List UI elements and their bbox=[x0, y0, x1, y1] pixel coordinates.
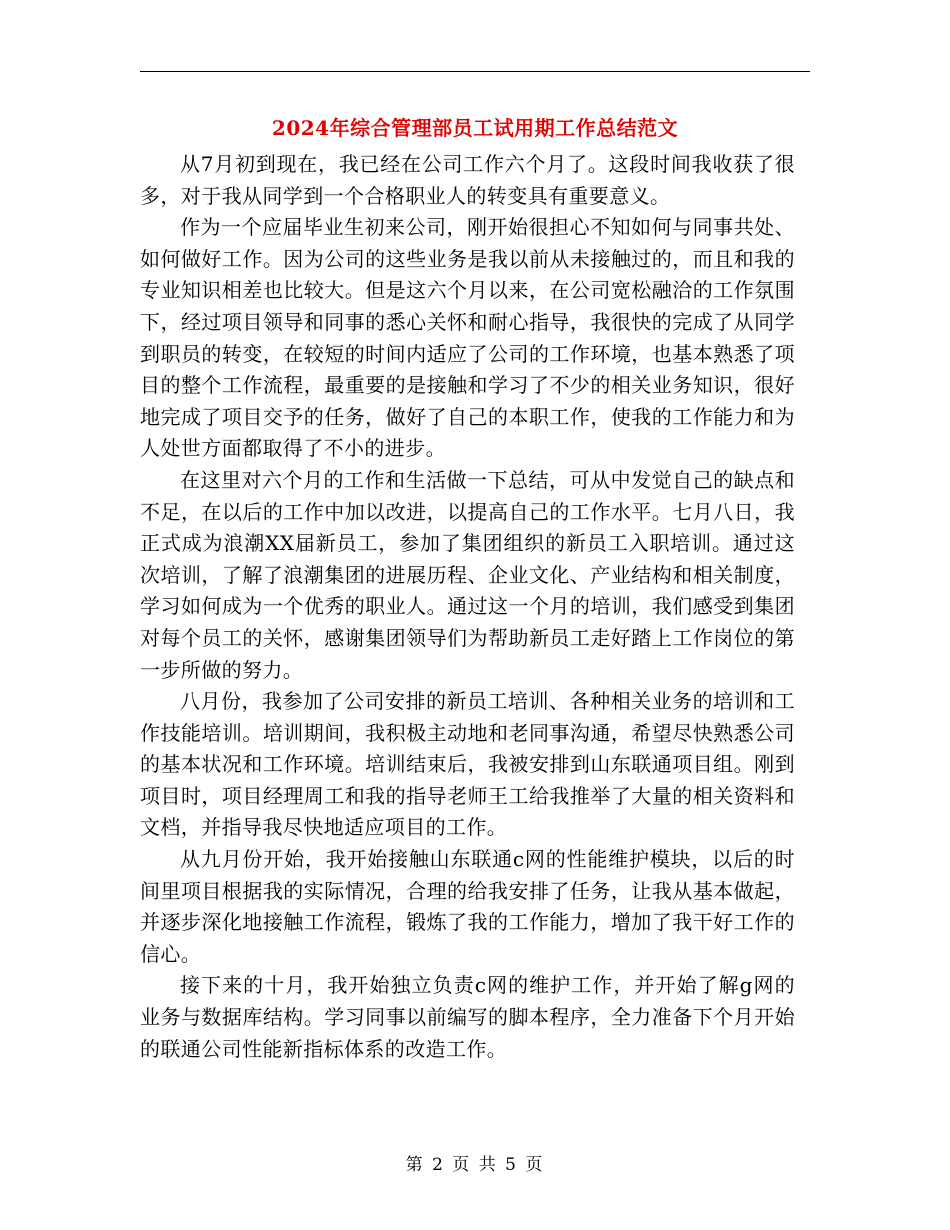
paragraph-3: 在这里对六个月的工作和生活做一下总结，可从中发觉自己的缺点和不足，在以后的工作中加以改进，以提高自己的工作水平。七月八日，我正式成为浪潮XX届新员工，参加了集团组织的新员工入职培训。通过这次培训，了解了浪潮集团的进展历程、企业文化、产业结构和相关制度，学习如何成为一个优秀的职业人。通过这一个月的培训，我们感受到集团对每个员工的关怀，感谢集团领导们为帮助新员工走好踏上工作岗位的第一步所做的努力。 bbox=[140, 467, 795, 682]
paragraph-6: 接下来的十月，我开始独立负责c网的维护工作，并开始了解g网的业务与数据库结构。学习同事以前编写的脚本程序，全力准备下个月开始的联通公司性能新指标体系的改造工作。 bbox=[140, 973, 795, 1061]
document-title: 2024年综合管理部员工试用期工作总结范文 bbox=[271, 116, 679, 140]
paragraph-4: 八月份，我参加了公司安排的新员工培训、各种相关业务的培训和工作技能培训。培训期间，我积极主动地和老同事沟通，希望尽快熟悉公司的基本状况和工作环境。培训结束后，我被安排到山东联通项目组。刚到项目时，项目经理周工和我的指导老师王工给我推举了大量的相关资料和文档，并指导我尽快地适应项目的工作。 bbox=[140, 689, 795, 840]
page-number: 第 2 页 共 5 页 bbox=[405, 1155, 545, 1175]
document-body bbox=[140, 149, 795, 1065]
header-rule bbox=[140, 71, 810, 72]
paragraph-1: 从7月初到现在，我已经在公司工作六个月了。这段时间我收获了很多，对于我从同学到一个合格职业人的转变具有重要意义。 bbox=[140, 152, 795, 208]
paragraph-2: 作为一个应届毕业生初来公司，刚开始很担心不知如何与同事共处、如何做好工作。因为公司的这些业务是我以前从未接触过的，而且和我的专业知识相差也比较大。但是这六个月以来，在公司宽松融洽的工作氛围下，经过项目领导和同事的悉心关怀和耐心指导，我很快的完成了从同学到职员的转变，在较短的时间内适应了公司的工作环境，也基本熟悉了项目的整个工作流程，最重要的是接触和学习了不少的相关业务知识，很好地完成了项目交予的任务，做好了自己的本职工作，使我的工作能力和为人处世方面都取得了不小的进步。 bbox=[140, 215, 795, 461]
paragraph-5: 从九月份开始，我开始接触山东联通c网的性能维护模块，以后的时间里项目根据我的实际情况，合理的给我安排了任务，让我从基本做起，并逐步深化地接触工作流程，锻炼了我的工作能力，增加了我干好工作的信心。 bbox=[140, 847, 795, 966]
